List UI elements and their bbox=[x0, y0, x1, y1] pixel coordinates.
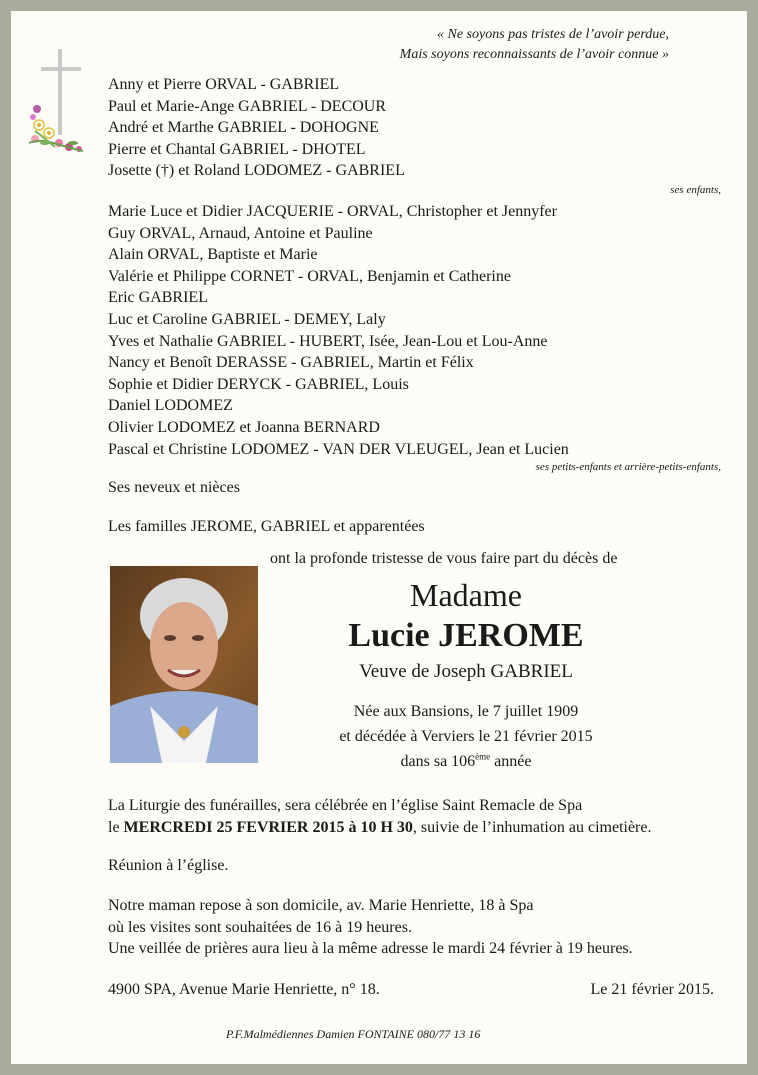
age-line bbox=[306, 749, 626, 774]
funeral-line-1: La Liturgie des funérailles, sera célébrée en l’église Saint Remacle de Spa bbox=[108, 797, 583, 814]
list-item: Luc et Caroline GABRIEL - DEMEY, Laly bbox=[108, 310, 386, 328]
list-item: André et Marthe GABRIEL - DOHOGNE bbox=[108, 119, 379, 137]
list-item: Valérie et Philippe CORNET - ORVAL, Benjamin et Catherine bbox=[108, 267, 511, 285]
date-line: Le 21 février 2015. bbox=[590, 981, 714, 998]
portrait-photo bbox=[110, 566, 258, 763]
grandchildren-list bbox=[108, 201, 569, 460]
birth-line: Née aux Bansions, le 7 juillet 1909 bbox=[353, 703, 579, 720]
announcement-line: ont la profonde tristesse de vous faire part du décès de bbox=[270, 550, 618, 567]
age-prefix: dans sa 106 bbox=[400, 753, 476, 770]
funeral-home-credit: P.F.Malmédiennes Damien FONTAINE 080/77 13 16 bbox=[226, 1027, 481, 1041]
epitaph-quote bbox=[400, 25, 669, 65]
funeral-date: MERCREDI 25 FEVRIER 2015 à 10 H 30 bbox=[123, 818, 413, 836]
list-item: Paul et Marie-Ange GABRIEL - DECOUR bbox=[108, 97, 387, 115]
deceased-name: Lucie JEROME bbox=[348, 617, 584, 654]
deceased-widow: Veuve de Joseph GABRIEL bbox=[359, 661, 573, 682]
deceased-dates bbox=[306, 699, 626, 774]
list-item: Marie Luce et Didier JACQUERIE - ORVAL, Christopher et Jennyfer bbox=[108, 203, 557, 220]
visit-line: Une veillée de prières aura lieu à la même adresse le mardi 24 février à 19 heures. bbox=[108, 940, 633, 958]
death-notice bbox=[11, 11, 747, 1064]
list-item: Josette (†) et Roland LODOMEZ - GABRIEL bbox=[108, 162, 405, 180]
address-line: 4900 SPA, Avenue Marie Henriette, n° 18. bbox=[108, 981, 380, 998]
list-item: Daniel LODOMEZ bbox=[108, 397, 233, 415]
list-item: Anny et Pierre ORVAL - GABRIEL bbox=[108, 76, 340, 93]
list-item: Sophie et Didier DERYCK - GABRIEL, Louis bbox=[108, 375, 409, 393]
meeting-line: Réunion à l’église. bbox=[108, 857, 229, 874]
grandchildren-label: ses petits-enfants et arrière-petits-enfants, bbox=[535, 461, 721, 473]
visit-line: où les visites sont souhaitées de 16 à 19 heures. bbox=[108, 918, 412, 936]
list-item: Alain ORVAL, Baptiste et Marie bbox=[108, 246, 318, 264]
children-label: ses enfants, bbox=[670, 184, 721, 196]
list-item: Olivier LODOMEZ et Joanna BERNARD bbox=[108, 418, 380, 436]
list-item: Guy ORVAL, Arnaud, Antoine et Pauline bbox=[108, 224, 373, 242]
cross-with-flowers-icon bbox=[25, 47, 97, 155]
quote-line-1: « Ne soyons pas tristes de l’avoir perdue, bbox=[436, 27, 669, 42]
visit-line: Notre maman repose à son domicile, av. Marie Henriette, 18 à Spa bbox=[108, 897, 534, 914]
age-suffix: année bbox=[490, 753, 532, 770]
families-line: Les familles JEROME, GABRIEL et apparentées bbox=[108, 518, 425, 535]
list-item: Nancy et Benoît DERASSE - GABRIEL, Martin et Félix bbox=[108, 354, 474, 372]
list-item: Pierre et Chantal GABRIEL - DHOTEL bbox=[108, 140, 366, 158]
visit-paragraph bbox=[108, 895, 633, 960]
deceased-title: Madame bbox=[410, 577, 522, 613]
quote-line-2: Mais soyons reconnaissants de l’avoir connue » bbox=[399, 47, 669, 62]
funeral-line-2-suffix: , suivie de l’inhumation au cimetière. bbox=[412, 818, 652, 836]
death-line: et décédée à Verviers le 21 février 2015 bbox=[339, 728, 593, 745]
funeral-line-2-prefix: le bbox=[108, 818, 124, 836]
age-superscript: ème bbox=[475, 751, 491, 762]
list-item: Eric GABRIEL bbox=[108, 289, 208, 307]
funeral-paragraph bbox=[108, 795, 651, 838]
list-item: Yves et Nathalie GABRIEL - HUBERT, Isée, Jean-Lou et Lou-Anne bbox=[108, 332, 548, 350]
funeral-line-2 bbox=[108, 817, 651, 839]
list-item: Pascal et Christine LODOMEZ - VAN DER VLEUGEL, Jean et Lucien bbox=[108, 440, 569, 458]
children-list bbox=[108, 74, 405, 182]
nephews-line: Ses neveux et nièces bbox=[108, 479, 240, 496]
